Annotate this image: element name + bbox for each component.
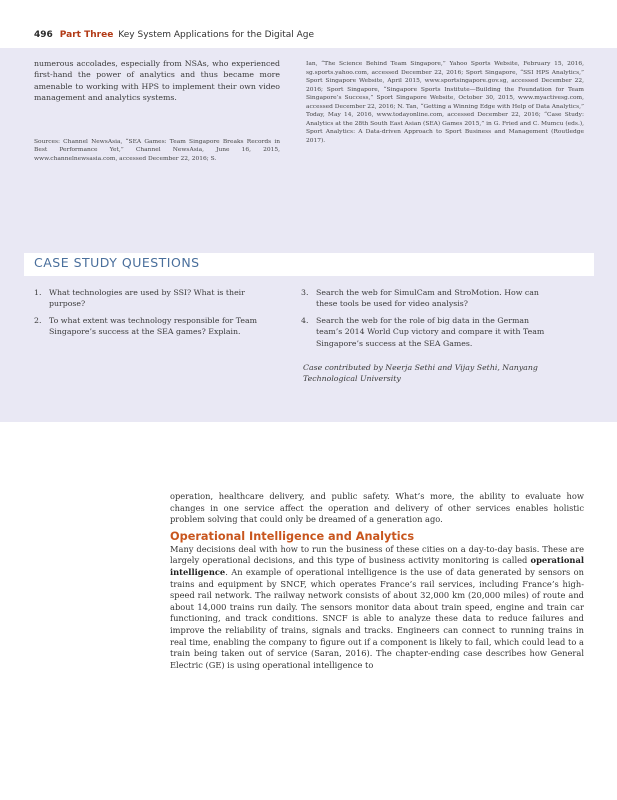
paragraph-text-start: Many decisions deal with how to run the business of these cities on a day-to-day basis. These are largely operational decisions, and this type of business activity monitoring is called: [170, 543, 584, 566]
operational-intelligence-paragraph: [170, 544, 584, 672]
main-text-column: [170, 491, 584, 671]
question-1: [34, 287, 274, 310]
questions-left-column: [34, 287, 274, 343]
case-left-column: [34, 58, 280, 163]
running-head: [34, 30, 314, 40]
case-credit: Case contributed by Neerja Sethi and Vijay Sethi, Nanyang Technological University: [303, 363, 538, 384]
question-text: Search the web for SimulCam and StroMotion. How can these tools be used for video analysis?: [316, 288, 539, 309]
questions-list-right: [301, 287, 551, 349]
case-sources-right: Ian, “The Science Behind Team Singapore,” Yahoo Sports Website, February 15, 2016, sg.sports.yahoo.com, accessed December 22, 2016; Sport Singapore, “SSI HPS Analytics,” Sport Singapore Website, April 2015, www.sportsingapore.gov.sg, accessed December 22, 2016; Sport Singapore, “Singapore Sports Institute—Building the Foundation for Team Singapore’s Success,” Sport Singapore Website, October 30, 2015, www.myactivesg.com, accessed December 22, 2016; N. Tan, “Getting a Winning Edge with Help of Data Analytics,” Today, May 14, 2016, www.todayonline.com, accessed December 22, 2016; “Case Study: Analytics at the 28th South East Asian (SEA) Games 2015,” in G. Fried and C. Mumcu (eds.), Sport Analytics: A Data-driven Approach to Sport Business and Management (Routledge 2017).: [306, 61, 584, 144]
question-text: To what extent was technology responsible for Team Singapore’s success at the SEA games? Explain.: [49, 315, 257, 337]
question-number: 2.: [34, 315, 42, 325]
question-text: What technologies are used by SSI? What is their purpose?: [49, 288, 245, 309]
question-number: 1.: [34, 288, 42, 297]
case-closing-paragraph: numerous accolades, especially from NSAs, who experienced first-hand the power of analytics and thus became more amenable to working with HPS to implement their own video management and analytics systems.: [34, 59, 280, 103]
case-right-column: [306, 60, 584, 145]
question-2: [34, 315, 274, 338]
paragraph-text-end: . An example of operational intelligence is the use of data generated by sensors on trains and equipment by SNCF, which operates France’s rail services, including France’s high-speed rail network. The railway network consists of about 32,000 km (20,000 miles) of route and about 14,000 trains run daily. The sensors monitor data about train speed, engine and train car functioning, and track conditions. SNCF is able to analyze these data to reduce failures and improve the reliability of trains, signals and tracks. Engineers can connect to running trains in real time, enabling the company to figure out if a component is likely to fail, which could lead to a train being taken out of service (Saran, 2016). The chapter-ending case describes how General Electric (GE) is using operational intelligence to: [170, 566, 584, 670]
case-study-questions-header: [24, 253, 594, 276]
question-text: Search the web for the role of big data in the German team’s 2014 World Cup victory and compare it with Team Singapore’s success at the SEA Games.: [316, 315, 545, 348]
section-heading: Operational Intelligence and Analytics: [170, 529, 415, 543]
part-label: Part Three: [59, 30, 114, 40]
question-3: [301, 287, 551, 310]
question-number: 4.: [301, 315, 309, 325]
case-study-questions-heading: CASE STUDY QUESTIONS: [34, 255, 200, 270]
page-number: 496: [34, 30, 53, 40]
intro-paragraph: operation, healthcare delivery, and public safety. What’s more, the ability to evaluate how changes in one service affect the operation and delivery of other services enables holistic problem solving that could only be dreamed of a generation ago.: [170, 491, 584, 525]
case-sources-left: Sources: Channel NewsAsia, “SEA Games: Team Singapore Breaks Records in Best Performance Yet,” Channel NewsAsia, June 16, 2015, www.channelnewsasia.com, accessed December 22, 2016; S.: [34, 138, 280, 162]
running-head-title: Key System Applications for the Digital Age: [118, 30, 315, 40]
key-term: operational intelligence: [170, 555, 584, 577]
questions-list-left: [34, 287, 274, 338]
question-4: [301, 315, 551, 349]
questions-right-column: [301, 287, 551, 385]
question-number: 3.: [301, 288, 309, 297]
